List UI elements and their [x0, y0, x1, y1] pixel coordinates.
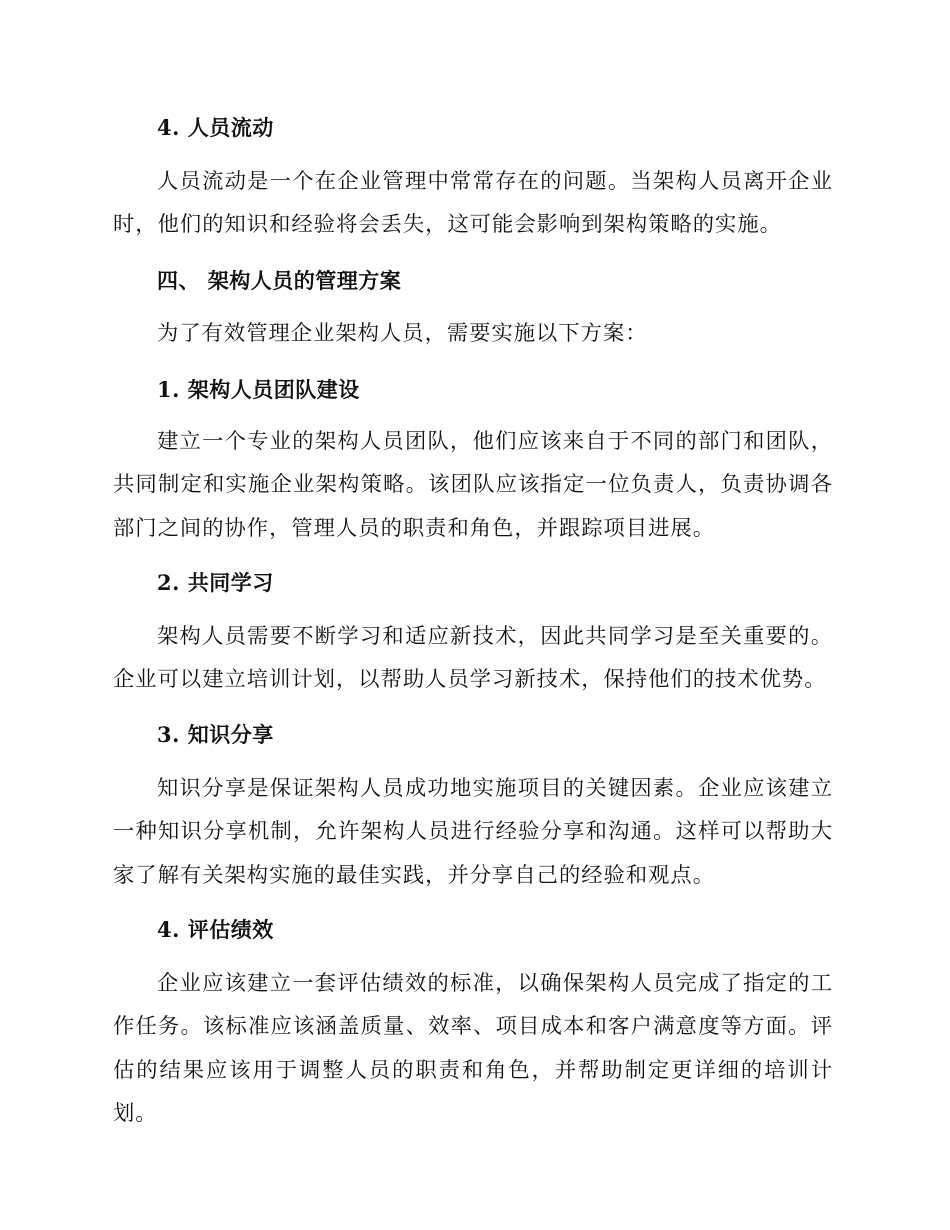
chapter-heading-management-plan: 四、 架构人员的管理方案: [157, 268, 402, 293]
paragraph-personnel-turnover: 人员流动是一个在企业管理中常常存在的问题。当架构人员离开企业时，他们的知识和经验将会丢失，这可能会影响到架构策略的实施。: [113, 169, 833, 238]
paragraph-knowledge-sharing: 知识分享是保证架构人员成功地实施项目的关键因素。企业应该建立一种知识分享机制，允许架构人员进行经验分享和沟通。这样可以帮助大家了解有关架构实施的最佳实践，并分享自己的经验和观点。: [113, 776, 833, 888]
paragraph-joint-learning: 架构人员需要不断学习和适应新技术，因此共同学习是至关重要的。企业可以建立培训计划，以帮助人员学习新技术，保持他们的技术优势。: [113, 624, 833, 693]
section-heading-personnel-turnover: 4. 人员流动: [157, 115, 274, 140]
section-heading-joint-learning: 2. 共同学习: [157, 570, 274, 595]
paragraph-performance-evaluation: 企业应该建立一套评估绩效的标准，以确保架构人员完成了指定的工作任务。该标准应该涵盖质量、效率、项目成本和客户满意度等方面。评估的结果应该用于调整人员的职责和角色，并帮助制定更详细的培训计划。: [113, 971, 833, 1126]
section-heading-team-building: 1. 架构人员团队建设: [157, 377, 360, 402]
paragraph-team-building: 建立一个专业的架构人员团队，他们应该来自于不同的部门和团队，共同制定和实施企业架构策略。该团队应该指定一位负责人，负责协调各部门之间的协作，管理人员的职责和角色，并跟踪项目进展。: [113, 429, 833, 541]
paragraph-plan-intro: 为了有效管理企业架构人员，需要实施以下方案：: [157, 321, 648, 346]
section-heading-performance-evaluation: 4. 评估绩效: [157, 917, 274, 942]
section-heading-knowledge-sharing: 3. 知识分享: [157, 722, 274, 747]
